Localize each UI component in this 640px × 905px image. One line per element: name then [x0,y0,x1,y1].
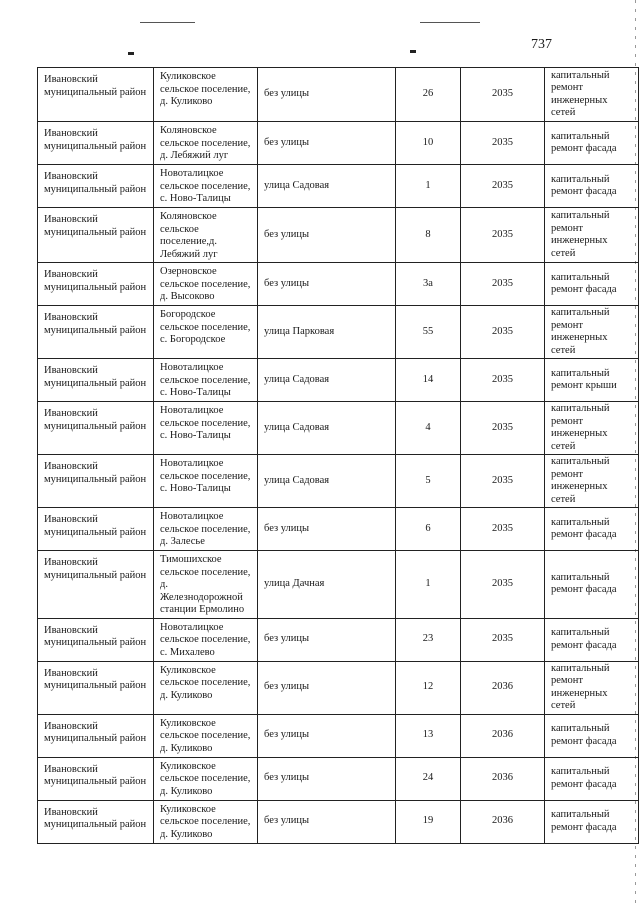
work-type-cell: капитальный ремонт инженерных сетей [545,402,639,455]
house-number-cell: 23 [396,618,461,661]
work-type-cell: капитальный ремонт фасада [545,122,639,165]
work-type-cell: капитальный ремонт фасада [545,263,639,306]
street-cell: улица Садовая [258,359,396,402]
table-row [38,455,639,508]
street-cell: улица Садовая [258,455,396,508]
scan-artifact-dot [128,52,134,55]
settlement-cell: Куликовское сельское поселение, д. Куликово [154,68,258,122]
house-number-cell: 19 [396,800,461,843]
work-type-cell: капитальный ремонт инженерных сетей [545,455,639,508]
year-cell: 2036 [461,800,545,843]
street-cell: без улицы [258,508,396,551]
year-cell: 2035 [461,618,545,661]
table-row [38,359,639,402]
scan-artifact-line [140,22,195,23]
table-row [38,122,639,165]
table-row [38,68,639,122]
street-cell: без улицы [258,208,396,263]
work-type-cell: капитальный ремонт фасада [545,757,639,800]
page-number: 737 [531,37,552,52]
work-type-cell: капитальный ремонт инженерных сетей [545,208,639,263]
district-cell: Ивановский муниципальный район [38,661,154,714]
street-cell: без улицы [258,68,396,122]
settlement-cell: Новоталицкое сельское поселение, с. Ново-Талицы [154,165,258,208]
district-cell: Ивановский муниципальный район [38,122,154,165]
table-row [38,165,639,208]
work-type-cell: капитальный ремонт крыши [545,359,639,402]
house-number-cell: 55 [396,306,461,359]
scan-artifact-line [420,22,480,23]
settlement-cell: Куликовское сельское поселение, д. Куликово [154,800,258,843]
street-cell: улица Садовая [258,165,396,208]
house-number-cell: 8 [396,208,461,263]
street-cell: без улицы [258,714,396,757]
year-cell: 2035 [461,165,545,208]
year-cell: 2035 [461,359,545,402]
district-cell: Ивановский муниципальный район [38,551,154,619]
table-row [38,508,639,551]
house-number-cell: 4 [396,402,461,455]
settlement-cell: Богородское сельское поселение, с. Богородское [154,306,258,359]
district-cell: Ивановский муниципальный район [38,618,154,661]
district-cell: Ивановский муниципальный район [38,508,154,551]
district-cell: Ивановский муниципальный район [38,263,154,306]
table-body [38,68,639,844]
district-cell: Ивановский муниципальный район [38,800,154,843]
year-cell: 2036 [461,757,545,800]
settlement-cell: Новоталицкое сельское поселение, с. Ново-Талицы [154,359,258,402]
house-number-cell: 26 [396,68,461,122]
work-type-cell: капитальный ремонт фасада [545,800,639,843]
street-cell: без улицы [258,263,396,306]
work-type-cell: капитальный ремонт инженерных сетей [545,661,639,714]
work-type-cell: капитальный ремонт инженерных сетей [545,68,639,122]
district-cell: Ивановский муниципальный район [38,68,154,122]
year-cell: 2035 [461,551,545,619]
table-row [38,757,639,800]
settlement-cell: Новоталицкое сельское поселение, с. Михалево [154,618,258,661]
settlement-cell: Новоталицкое сельское поселение, с. Ново-Талицы [154,455,258,508]
settlement-cell: Озерновское сельское поселение, д. Высоково [154,263,258,306]
year-cell: 2035 [461,306,545,359]
year-cell: 2035 [461,208,545,263]
work-type-cell: капитальный ремонт фасада [545,165,639,208]
district-cell: Ивановский муниципальный район [38,714,154,757]
district-cell: Ивановский муниципальный район [38,402,154,455]
year-cell: 2035 [461,402,545,455]
table-row [38,800,639,843]
table-row [38,618,639,661]
table-row [38,306,639,359]
house-number-cell: 12 [396,661,461,714]
table-row [38,402,639,455]
settlement-cell: Новоталицкое сельское поселение, д. Залесье [154,508,258,551]
settlement-cell: Коляновское сельское поселение, д. Лебяжий луг [154,122,258,165]
settlement-cell: Тимошихское сельское поселение, д. Железнодорожной станции Ермолино [154,551,258,619]
street-cell: без улицы [258,618,396,661]
house-number-cell: 1 [396,551,461,619]
street-cell: без улицы [258,800,396,843]
table-row [38,263,639,306]
table-row [38,714,639,757]
district-cell: Ивановский муниципальный район [38,306,154,359]
year-cell: 2036 [461,661,545,714]
table-row [38,551,639,619]
street-cell: без улицы [258,122,396,165]
year-cell: 2035 [461,122,545,165]
house-number-cell: 1 [396,165,461,208]
district-cell: Ивановский муниципальный район [38,208,154,263]
work-type-cell: капитальный ремонт фасада [545,551,639,619]
housing-repair-table [37,67,639,844]
work-type-cell: капитальный ремонт фасада [545,714,639,757]
district-cell: Ивановский муниципальный район [38,455,154,508]
street-cell: улица Парковая [258,306,396,359]
settlement-cell: Куликовское сельское поселение, д. Куликово [154,714,258,757]
settlement-cell: Куликовское сельское поселение, д. Куликово [154,757,258,800]
street-cell: без улицы [258,757,396,800]
house-number-cell: 13 [396,714,461,757]
street-cell: улица Садовая [258,402,396,455]
table-row [38,661,639,714]
street-cell: улица Дачная [258,551,396,619]
year-cell: 2035 [461,508,545,551]
house-number-cell: 10 [396,122,461,165]
street-cell: без улицы [258,661,396,714]
settlement-cell: Новоталицкое сельское поселение, с. Ново-Талицы [154,402,258,455]
year-cell: 2035 [461,455,545,508]
year-cell: 2035 [461,68,545,122]
year-cell: 2036 [461,714,545,757]
house-number-cell: 24 [396,757,461,800]
settlement-cell: Коляновское сельское поселение,д. Лебяжий луг [154,208,258,263]
work-type-cell: капитальный ремонт фасада [545,618,639,661]
work-type-cell: капитальный ремонт инженерных сетей [545,306,639,359]
district-cell: Ивановский муниципальный район [38,359,154,402]
house-number-cell: 3а [396,263,461,306]
house-number-cell: 5 [396,455,461,508]
table-row [38,208,639,263]
settlement-cell: Куликовское сельское поселение, д. Куликово [154,661,258,714]
year-cell: 2035 [461,263,545,306]
house-number-cell: 6 [396,508,461,551]
district-cell: Ивановский муниципальный район [38,165,154,208]
district-cell: Ивановский муниципальный район [38,757,154,800]
house-number-cell: 14 [396,359,461,402]
work-type-cell: капитальный ремонт фасада [545,508,639,551]
scan-artifact-dot [410,50,416,53]
